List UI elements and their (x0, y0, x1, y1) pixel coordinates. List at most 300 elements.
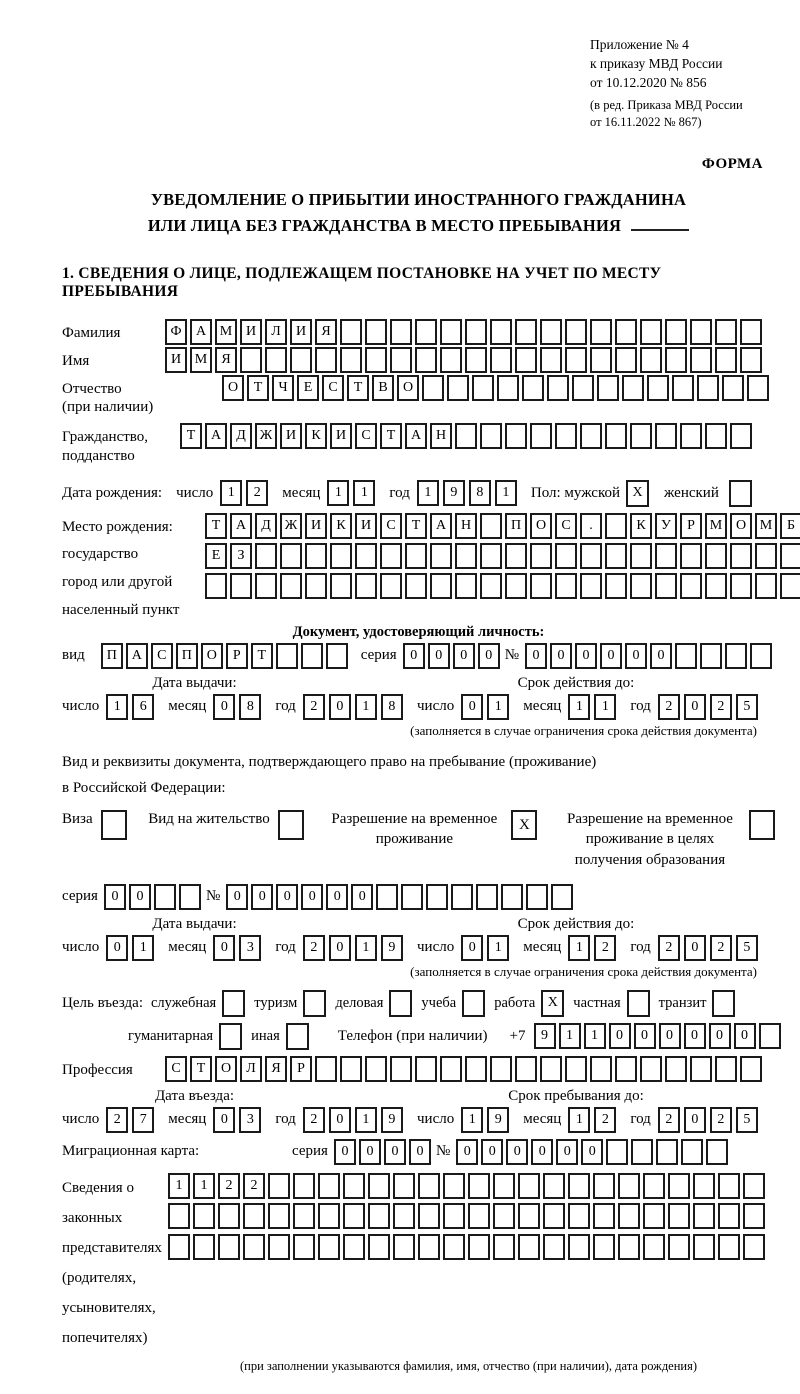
char-cell[interactable] (655, 543, 677, 569)
char-cell[interactable] (743, 1173, 765, 1199)
char-cell[interactable]: 0 (453, 643, 475, 669)
char-cell[interactable] (618, 1234, 640, 1260)
char-cell[interactable]: 1 (353, 480, 375, 506)
char-cell[interactable]: 0 (428, 643, 450, 669)
char-cell[interactable]: 1 (355, 935, 377, 961)
char-cell[interactable]: 0 (276, 884, 298, 910)
char-cell[interactable] (590, 347, 612, 373)
char-cell[interactable] (268, 1173, 290, 1199)
char-cell[interactable] (490, 347, 512, 373)
visa-checkbox[interactable] (101, 810, 127, 840)
char-cell[interactable] (530, 573, 552, 599)
doc-kind-cells[interactable] (101, 643, 351, 669)
char-cell[interactable]: 0 (334, 1139, 356, 1165)
char-cell[interactable] (193, 1234, 215, 1260)
char-cell[interactable] (365, 319, 387, 345)
char-cell[interactable]: 0 (301, 884, 323, 910)
char-cell[interactable] (315, 1056, 337, 1082)
char-cell[interactable] (468, 1234, 490, 1260)
char-cell[interactable]: 1 (106, 694, 128, 720)
char-cell[interactable] (647, 375, 669, 401)
purpose-work-checkbox[interactable]: X (541, 990, 564, 1017)
char-cell[interactable] (718, 1234, 740, 1260)
char-cell[interactable]: 8 (469, 480, 491, 506)
char-cell[interactable] (555, 543, 577, 569)
entry-day-cells[interactable] (106, 1107, 158, 1133)
char-cell[interactable] (318, 1234, 340, 1260)
char-cell[interactable] (568, 1234, 590, 1260)
char-cell[interactable]: 0 (384, 1139, 406, 1165)
char-cell[interactable] (355, 573, 377, 599)
char-cell[interactable]: Д (230, 423, 252, 449)
char-cell[interactable] (490, 1056, 512, 1082)
char-cell[interactable] (318, 1203, 340, 1229)
char-cell[interactable] (518, 1234, 540, 1260)
purpose-official-checkbox[interactable] (222, 990, 245, 1017)
stay-doc-issue-year-cells[interactable] (303, 935, 407, 961)
char-cell[interactable] (705, 423, 727, 449)
char-cell[interactable] (680, 573, 702, 599)
char-cell[interactable]: Б (780, 513, 800, 539)
char-cell[interactable] (418, 1203, 440, 1229)
char-cell[interactable]: 9 (381, 1107, 403, 1133)
representatives-row3-cells[interactable] (168, 1234, 768, 1260)
char-cell[interactable] (240, 347, 262, 373)
char-cell[interactable]: 0 (106, 935, 128, 961)
char-cell[interactable]: П (505, 513, 527, 539)
char-cell[interactable] (700, 643, 722, 669)
char-cell[interactable] (365, 347, 387, 373)
char-cell[interactable]: 2 (710, 694, 732, 720)
char-cell[interactable]: 0 (329, 694, 351, 720)
stay-doc-issue-month-cells[interactable] (213, 935, 265, 961)
char-cell[interactable]: 9 (381, 935, 403, 961)
char-cell[interactable]: 6 (132, 694, 154, 720)
doc-issue-year-cells[interactable] (303, 694, 407, 720)
char-cell[interactable] (715, 347, 737, 373)
char-cell[interactable]: Р (226, 643, 248, 669)
char-cell[interactable]: 0 (213, 935, 235, 961)
char-cell[interactable] (505, 543, 527, 569)
char-cell[interactable]: 0 (525, 643, 547, 669)
char-cell[interactable] (518, 1203, 540, 1229)
char-cell[interactable] (493, 1173, 515, 1199)
char-cell[interactable] (455, 543, 477, 569)
char-cell[interactable] (568, 1203, 590, 1229)
char-cell[interactable]: 0 (213, 1107, 235, 1133)
char-cell[interactable] (505, 573, 527, 599)
char-cell[interactable]: 1 (193, 1173, 215, 1199)
char-cell[interactable] (380, 543, 402, 569)
char-cell[interactable] (443, 1203, 465, 1229)
char-cell[interactable] (622, 375, 644, 401)
doc-number-cells[interactable] (525, 643, 775, 669)
char-cell[interactable]: 2 (243, 1173, 265, 1199)
entry-month-cells[interactable] (213, 1107, 265, 1133)
birth-place-row1-cells[interactable] (205, 513, 800, 539)
char-cell[interactable] (668, 1234, 690, 1260)
char-cell[interactable] (422, 375, 444, 401)
char-cell[interactable] (740, 1056, 762, 1082)
char-cell[interactable] (451, 884, 473, 910)
char-cell[interactable] (205, 573, 227, 599)
char-cell[interactable]: Ж (255, 423, 277, 449)
char-cell[interactable]: 2 (246, 480, 268, 506)
char-cell[interactable] (447, 375, 469, 401)
char-cell[interactable] (340, 1056, 362, 1082)
birth-month-cells[interactable] (327, 480, 379, 506)
birth-place-row3-cells[interactable] (205, 573, 800, 599)
char-cell[interactable] (630, 573, 652, 599)
stay-until-day-cells[interactable] (461, 1107, 513, 1133)
char-cell[interactable]: А (205, 423, 227, 449)
char-cell[interactable]: 2 (303, 694, 325, 720)
char-cell[interactable]: Т (190, 1056, 212, 1082)
char-cell[interactable]: С (355, 423, 377, 449)
char-cell[interactable] (526, 884, 548, 910)
char-cell[interactable] (730, 573, 752, 599)
char-cell[interactable]: О (215, 1056, 237, 1082)
char-cell[interactable] (706, 1139, 728, 1165)
char-cell[interactable] (443, 1234, 465, 1260)
birth-year-cells[interactable] (417, 480, 521, 506)
temp-residence-checkbox[interactable]: X (511, 810, 537, 840)
char-cell[interactable]: 5 (736, 694, 758, 720)
char-cell[interactable] (675, 643, 697, 669)
char-cell[interactable]: Ж (280, 513, 302, 539)
char-cell[interactable] (715, 319, 737, 345)
char-cell[interactable] (243, 1234, 265, 1260)
char-cell[interactable]: 2 (658, 935, 680, 961)
purpose-humanitarian-checkbox[interactable] (219, 1023, 242, 1050)
char-cell[interactable] (168, 1203, 190, 1229)
char-cell[interactable]: Т (247, 375, 269, 401)
stay-doc-series-cells[interactable] (104, 884, 204, 910)
birth-place-row2-cells[interactable] (205, 543, 800, 569)
char-cell[interactable] (593, 1203, 615, 1229)
char-cell[interactable]: Ф (165, 319, 187, 345)
char-cell[interactable]: 0 (684, 935, 706, 961)
char-cell[interactable] (640, 1056, 662, 1082)
char-cell[interactable] (505, 423, 527, 449)
char-cell[interactable]: Н (455, 513, 477, 539)
char-cell[interactable]: 0 (634, 1023, 656, 1049)
char-cell[interactable]: Л (240, 1056, 262, 1082)
char-cell[interactable]: 0 (403, 643, 425, 669)
female-checkbox[interactable] (729, 480, 752, 507)
phone-cells[interactable] (534, 1023, 784, 1049)
char-cell[interactable] (630, 423, 652, 449)
char-cell[interactable] (730, 543, 752, 569)
purpose-private-checkbox[interactable] (627, 990, 650, 1017)
profession-cells[interactable] (165, 1056, 765, 1082)
char-cell[interactable]: 0 (129, 884, 151, 910)
char-cell[interactable] (255, 573, 277, 599)
char-cell[interactable] (515, 319, 537, 345)
char-cell[interactable]: 1 (568, 1107, 590, 1133)
birth-day-cells[interactable] (220, 480, 272, 506)
char-cell[interactable] (415, 347, 437, 373)
char-cell[interactable]: 0 (600, 643, 622, 669)
char-cell[interactable] (230, 573, 252, 599)
char-cell[interactable]: 0 (581, 1139, 603, 1165)
char-cell[interactable] (380, 573, 402, 599)
char-cell[interactable] (718, 1173, 740, 1199)
doc-issue-month-cells[interactable] (213, 694, 265, 720)
char-cell[interactable] (393, 1234, 415, 1260)
char-cell[interactable] (455, 423, 477, 449)
char-cell[interactable] (426, 884, 448, 910)
char-cell[interactable] (305, 573, 327, 599)
char-cell[interactable]: А (430, 513, 452, 539)
char-cell[interactable]: 0 (213, 694, 235, 720)
char-cell[interactable]: 0 (684, 694, 706, 720)
char-cell[interactable]: Т (180, 423, 202, 449)
char-cell[interactable]: Т (405, 513, 427, 539)
char-cell[interactable]: И (240, 319, 262, 345)
purpose-transit-checkbox[interactable] (712, 990, 735, 1017)
char-cell[interactable] (443, 1173, 465, 1199)
char-cell[interactable]: С (151, 643, 173, 669)
temp-residence-education-checkbox[interactable] (749, 810, 775, 840)
char-cell[interactable]: В (372, 375, 394, 401)
char-cell[interactable] (655, 423, 677, 449)
char-cell[interactable] (468, 1173, 490, 1199)
char-cell[interactable]: 1 (559, 1023, 581, 1049)
char-cell[interactable] (681, 1139, 703, 1165)
male-checkbox[interactable]: X (626, 480, 649, 507)
char-cell[interactable]: И (280, 423, 302, 449)
char-cell[interactable] (593, 1173, 615, 1199)
char-cell[interactable] (615, 319, 637, 345)
char-cell[interactable]: 1 (168, 1173, 190, 1199)
char-cell[interactable]: А (230, 513, 252, 539)
doc-valid-day-cells[interactable] (461, 694, 513, 720)
char-cell[interactable]: Е (205, 543, 227, 569)
citizenship-cells[interactable] (180, 423, 755, 449)
char-cell[interactable] (218, 1203, 240, 1229)
char-cell[interactable] (740, 347, 762, 373)
char-cell[interactable]: 7 (132, 1107, 154, 1133)
char-cell[interactable]: 0 (226, 884, 248, 910)
char-cell[interactable] (368, 1173, 390, 1199)
char-cell[interactable]: Д (255, 513, 277, 539)
stay-doc-valid-month-cells[interactable] (568, 935, 620, 961)
char-cell[interactable] (618, 1173, 640, 1199)
char-cell[interactable]: С (555, 513, 577, 539)
char-cell[interactable]: К (330, 513, 352, 539)
char-cell[interactable]: 0 (556, 1139, 578, 1165)
char-cell[interactable]: 0 (531, 1139, 553, 1165)
stay-doc-issue-day-cells[interactable] (106, 935, 158, 961)
char-cell[interactable]: 2 (303, 1107, 325, 1133)
char-cell[interactable] (605, 573, 627, 599)
char-cell[interactable]: Т (251, 643, 273, 669)
char-cell[interactable] (755, 543, 777, 569)
char-cell[interactable] (747, 375, 769, 401)
char-cell[interactable] (326, 643, 348, 669)
char-cell[interactable] (543, 1203, 565, 1229)
char-cell[interactable]: А (126, 643, 148, 669)
char-cell[interactable]: 5 (736, 1107, 758, 1133)
doc-valid-year-cells[interactable] (658, 694, 762, 720)
char-cell[interactable]: 1 (487, 694, 509, 720)
char-cell[interactable] (690, 319, 712, 345)
char-cell[interactable] (705, 573, 727, 599)
char-cell[interactable] (725, 643, 747, 669)
char-cell[interactable]: 0 (104, 884, 126, 910)
char-cell[interactable]: 9 (443, 480, 465, 506)
char-cell[interactable] (390, 347, 412, 373)
char-cell[interactable] (572, 375, 594, 401)
char-cell[interactable]: 5 (736, 935, 758, 961)
char-cell[interactable] (343, 1173, 365, 1199)
char-cell[interactable] (343, 1234, 365, 1260)
char-cell[interactable] (743, 1203, 765, 1229)
char-cell[interactable] (405, 573, 427, 599)
char-cell[interactable]: 8 (381, 694, 403, 720)
char-cell[interactable] (480, 513, 502, 539)
char-cell[interactable]: И (355, 513, 377, 539)
char-cell[interactable] (668, 1173, 690, 1199)
char-cell[interactable] (168, 1234, 190, 1260)
stay-doc-number-cells[interactable] (226, 884, 576, 910)
char-cell[interactable]: М (215, 319, 237, 345)
char-cell[interactable] (493, 1203, 515, 1229)
char-cell[interactable] (401, 884, 423, 910)
char-cell[interactable]: 1 (355, 1107, 377, 1133)
char-cell[interactable] (565, 347, 587, 373)
char-cell[interactable] (280, 573, 302, 599)
patronymic-cells[interactable] (222, 375, 772, 401)
char-cell[interactable] (693, 1234, 715, 1260)
char-cell[interactable] (390, 1056, 412, 1082)
char-cell[interactable] (631, 1139, 653, 1165)
char-cell[interactable]: М (755, 513, 777, 539)
char-cell[interactable]: 1 (594, 694, 616, 720)
char-cell[interactable]: 1 (461, 1107, 483, 1133)
char-cell[interactable] (668, 1203, 690, 1229)
char-cell[interactable] (605, 513, 627, 539)
char-cell[interactable] (743, 1234, 765, 1260)
char-cell[interactable] (605, 423, 627, 449)
char-cell[interactable] (540, 347, 562, 373)
char-cell[interactable] (672, 375, 694, 401)
char-cell[interactable]: 0 (684, 1107, 706, 1133)
char-cell[interactable] (656, 1139, 678, 1165)
char-cell[interactable] (597, 375, 619, 401)
representatives-row2-cells[interactable] (168, 1203, 768, 1229)
char-cell[interactable]: Р (290, 1056, 312, 1082)
char-cell[interactable]: 0 (329, 1107, 351, 1133)
char-cell[interactable]: О (397, 375, 419, 401)
char-cell[interactable] (540, 1056, 562, 1082)
char-cell[interactable] (315, 347, 337, 373)
char-cell[interactable]: 3 (239, 1107, 261, 1133)
char-cell[interactable] (665, 1056, 687, 1082)
char-cell[interactable] (697, 375, 719, 401)
char-cell[interactable] (693, 1203, 715, 1229)
char-cell[interactable] (476, 884, 498, 910)
char-cell[interactable]: Я (265, 1056, 287, 1082)
char-cell[interactable] (530, 423, 552, 449)
char-cell[interactable] (440, 1056, 462, 1082)
char-cell[interactable]: С (165, 1056, 187, 1082)
char-cell[interactable]: 0 (684, 1023, 706, 1049)
char-cell[interactable] (330, 543, 352, 569)
char-cell[interactable]: 0 (461, 935, 483, 961)
char-cell[interactable] (780, 543, 800, 569)
char-cell[interactable] (293, 1203, 315, 1229)
char-cell[interactable]: 3 (239, 935, 261, 961)
char-cell[interactable]: Ч (272, 375, 294, 401)
char-cell[interactable] (750, 643, 772, 669)
char-cell[interactable] (472, 375, 494, 401)
char-cell[interactable] (480, 573, 502, 599)
char-cell[interactable]: Я (315, 319, 337, 345)
stay-doc-valid-day-cells[interactable] (461, 935, 513, 961)
char-cell[interactable]: 0 (251, 884, 273, 910)
char-cell[interactable] (405, 543, 427, 569)
char-cell[interactable] (715, 1056, 737, 1082)
char-cell[interactable] (490, 319, 512, 345)
entry-year-cells[interactable] (303, 1107, 407, 1133)
char-cell[interactable] (355, 543, 377, 569)
char-cell[interactable]: 9 (487, 1107, 509, 1133)
char-cell[interactable]: Я (215, 347, 237, 373)
char-cell[interactable] (606, 1139, 628, 1165)
char-cell[interactable] (522, 375, 544, 401)
residence-permit-checkbox[interactable] (278, 810, 304, 840)
migration-series-cells[interactable] (334, 1139, 434, 1165)
purpose-other-checkbox[interactable] (286, 1023, 309, 1050)
char-cell[interactable]: 2 (658, 1107, 680, 1133)
char-cell[interactable]: 0 (456, 1139, 478, 1165)
char-cell[interactable] (680, 423, 702, 449)
char-cell[interactable] (555, 423, 577, 449)
char-cell[interactable]: 1 (417, 480, 439, 506)
char-cell[interactable] (722, 375, 744, 401)
char-cell[interactable]: 1 (495, 480, 517, 506)
char-cell[interactable] (465, 347, 487, 373)
char-cell[interactable]: П (101, 643, 123, 669)
char-cell[interactable] (643, 1173, 665, 1199)
char-cell[interactable]: Е (297, 375, 319, 401)
char-cell[interactable] (318, 1173, 340, 1199)
char-cell[interactable]: М (705, 513, 727, 539)
char-cell[interactable] (368, 1234, 390, 1260)
char-cell[interactable]: 0 (650, 643, 672, 669)
stay-doc-valid-year-cells[interactable] (658, 935, 762, 961)
migration-number-cells[interactable] (456, 1139, 731, 1165)
char-cell[interactable] (368, 1203, 390, 1229)
char-cell[interactable] (780, 573, 800, 599)
char-cell[interactable] (718, 1203, 740, 1229)
char-cell[interactable] (330, 573, 352, 599)
char-cell[interactable]: 0 (550, 643, 572, 669)
char-cell[interactable] (468, 1203, 490, 1229)
char-cell[interactable]: И (330, 423, 352, 449)
char-cell[interactable]: 1 (487, 935, 509, 961)
doc-valid-month-cells[interactable] (568, 694, 620, 720)
char-cell[interactable]: А (190, 319, 212, 345)
char-cell[interactable] (693, 1173, 715, 1199)
char-cell[interactable] (290, 347, 312, 373)
char-cell[interactable] (690, 1056, 712, 1082)
stay-until-year-cells[interactable] (658, 1107, 762, 1133)
char-cell[interactable]: 1 (568, 935, 590, 961)
char-cell[interactable] (343, 1203, 365, 1229)
